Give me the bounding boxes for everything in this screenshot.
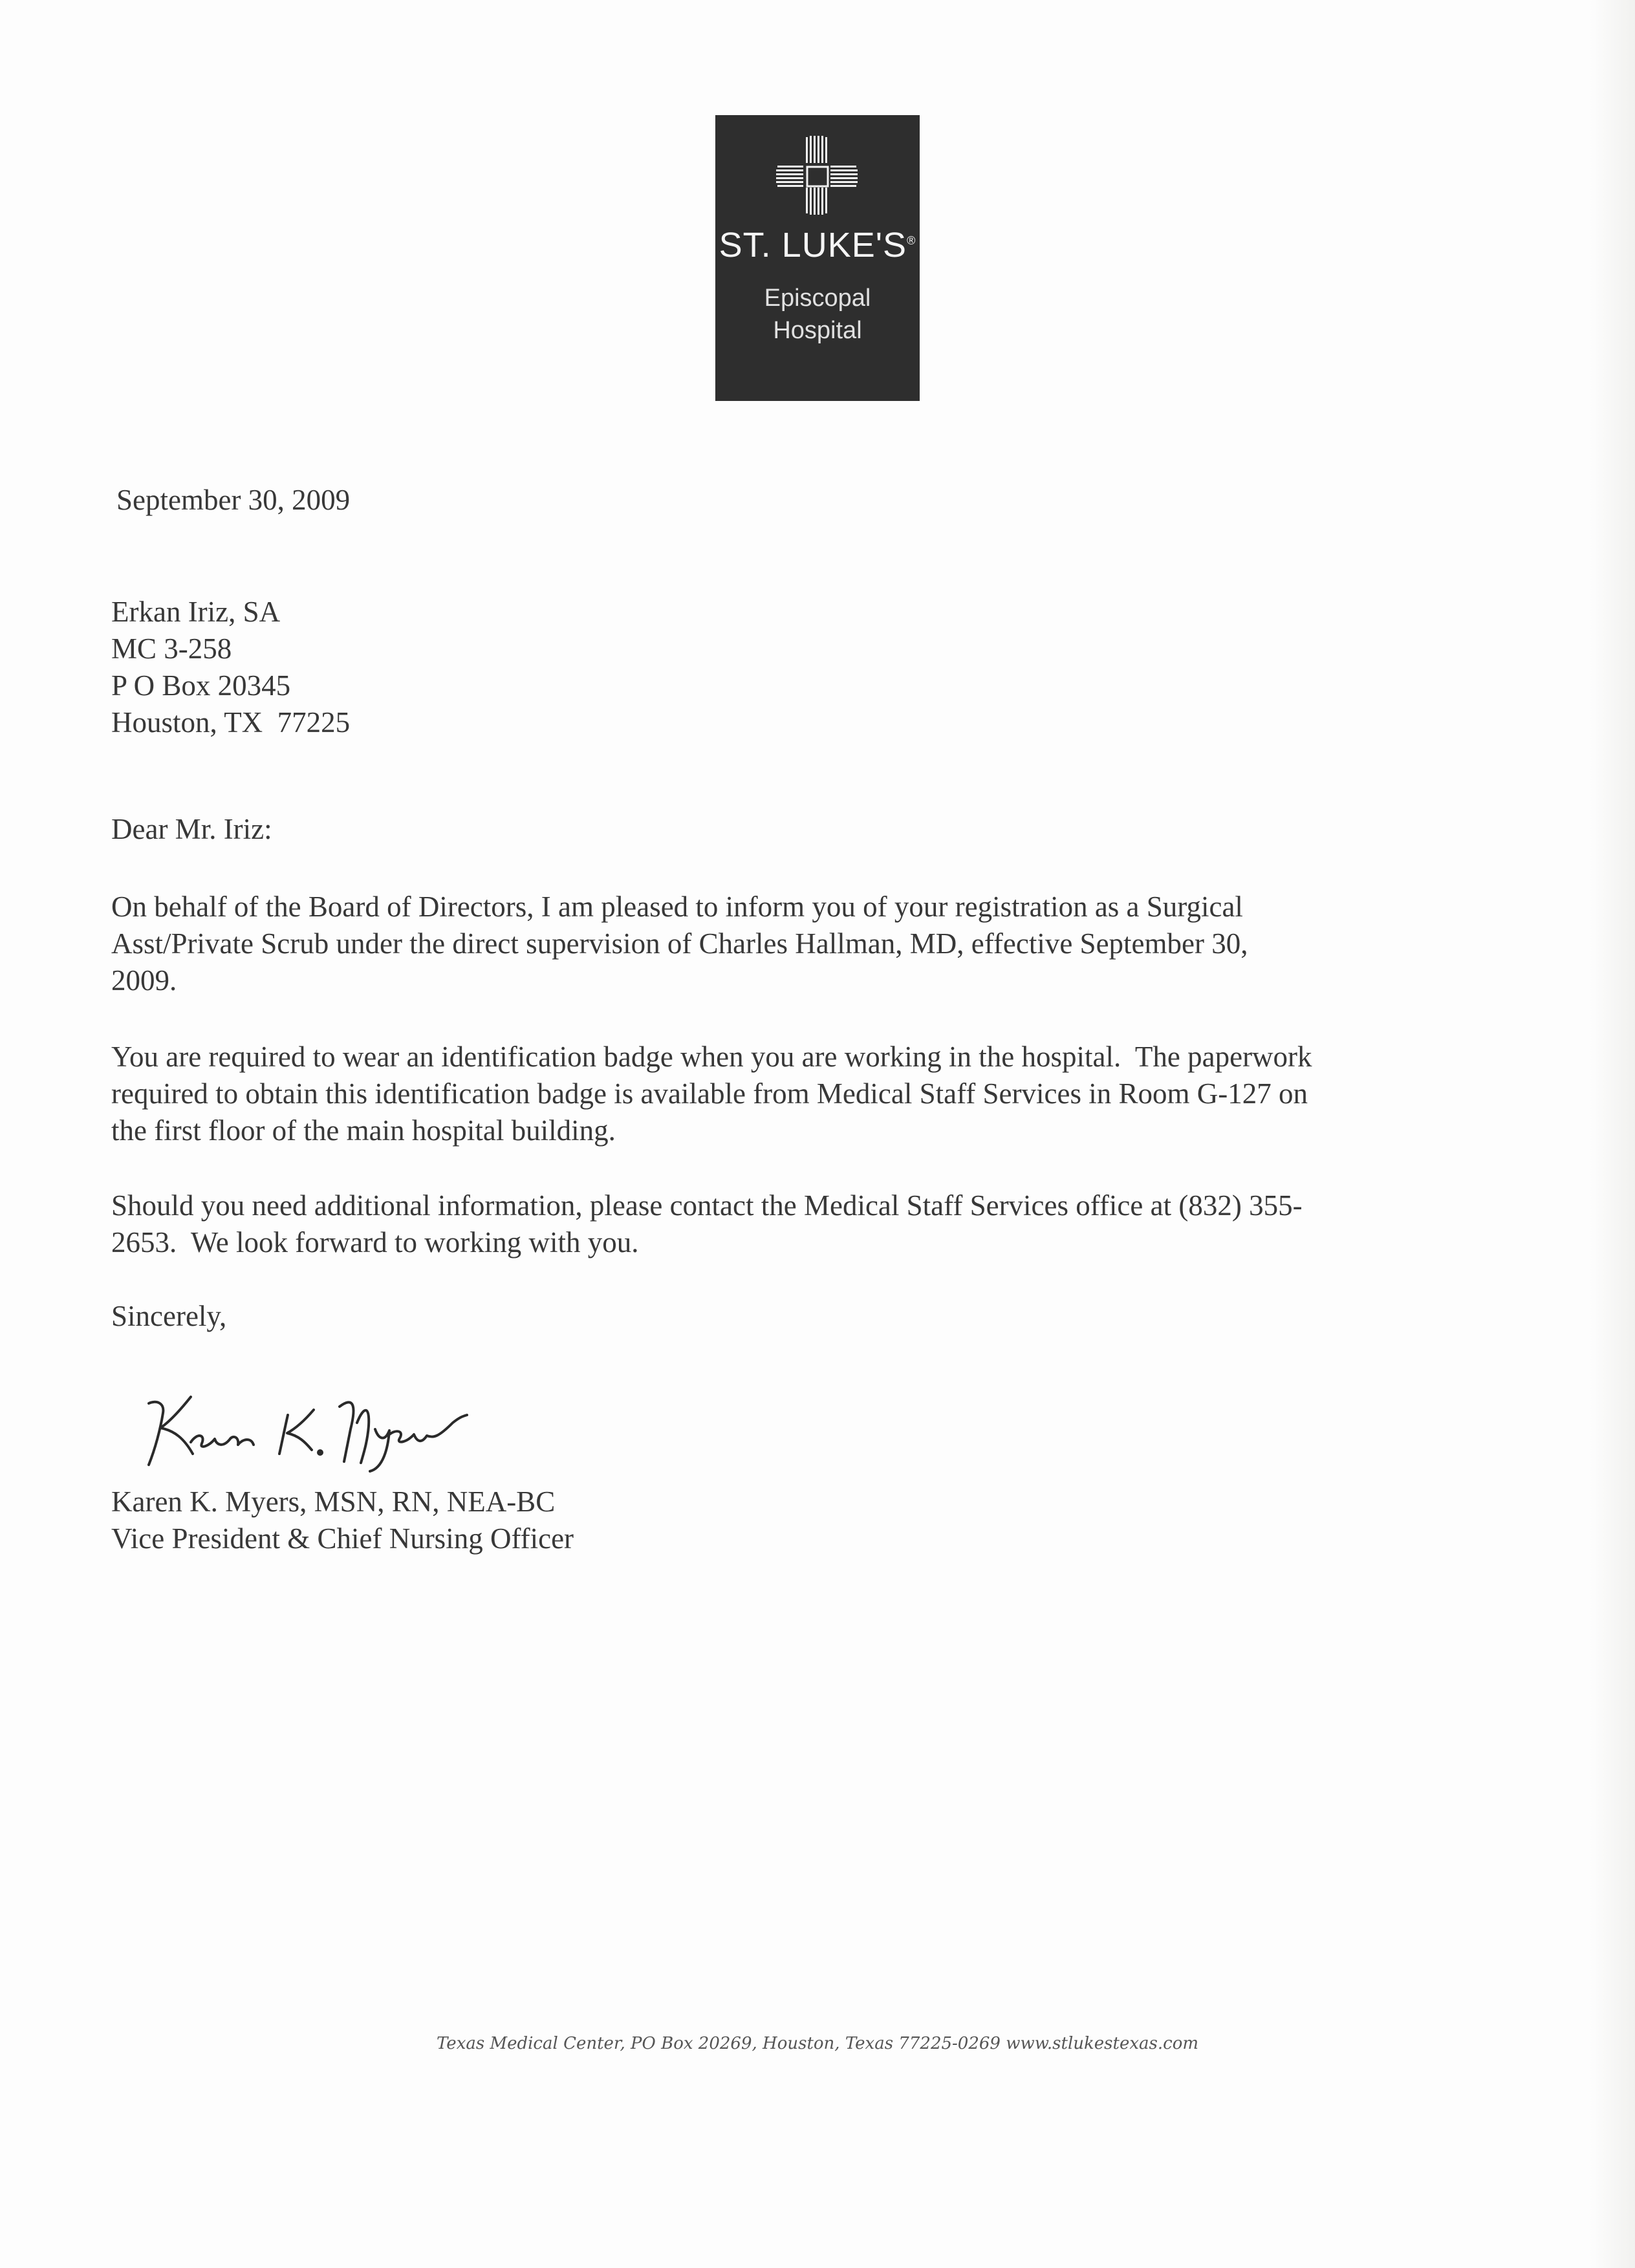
recipient-line: P O Box 20345 [111,669,291,702]
hospital-logo [715,115,920,401]
letterhead-footer: Texas Medical Center, PO Box 20269, Houston, Texas 77225-0269 www.stlukestexas.com [436,2034,1198,2053]
paragraph-line: 2009. [111,964,177,997]
paragraph-contact [111,1187,1303,1261]
paragraph-line: Asst/Private Scrub under the direct supervision of Charles Hallman, MD, effective September 30, [111,927,1248,960]
salutation: Dear Mr. Iriz: [111,813,272,845]
recipient-line: Erkan Iriz, SA [111,596,281,628]
letter-date: September 30, 2009 [116,484,351,516]
logo-subtitle-line2: Hospital [773,317,862,344]
closing: Sincerely, [111,1300,227,1332]
cross-icon [715,131,920,221]
handwritten-signature [129,1377,479,1474]
paragraph-line: Should you need additional information, please contact the Medical Staff Services office at (832) 355- [111,1189,1303,1222]
paragraph-registration [111,889,1248,999]
signer-name: Karen K. Myers, MSN, RN, NEA-BC [111,1485,556,1518]
paragraph-line: the first floor of the main hospital building. [111,1114,616,1147]
paragraph-line: You are required to wear an identification badge when you are working in the hospital. The paperwork [111,1041,1312,1073]
recipient-address [111,594,350,741]
signer-title: Vice President & Chief Nursing Officer [111,1522,574,1555]
paragraph-line: required to obtain this identification badge is available from Medical Staff Services in Room G-127 on [111,1077,1308,1110]
paragraph-badge [111,1039,1312,1149]
recipient-line: MC 3-258 [111,632,232,665]
logo-subtitle-line1: Episcopal [764,285,871,312]
logo-name: ST. LUKE'S® [719,226,916,265]
paragraph-line: On behalf of the Board of Directors, I am pleased to inform you of your registration as a Surgical [111,891,1243,923]
scan-edge-shadow [1590,0,1635,2268]
paragraph-line: 2653. We look forward to working with you. [111,1226,639,1258]
recipient-line: Houston, TX 77225 [111,706,351,739]
signer-block [111,1484,574,1557]
